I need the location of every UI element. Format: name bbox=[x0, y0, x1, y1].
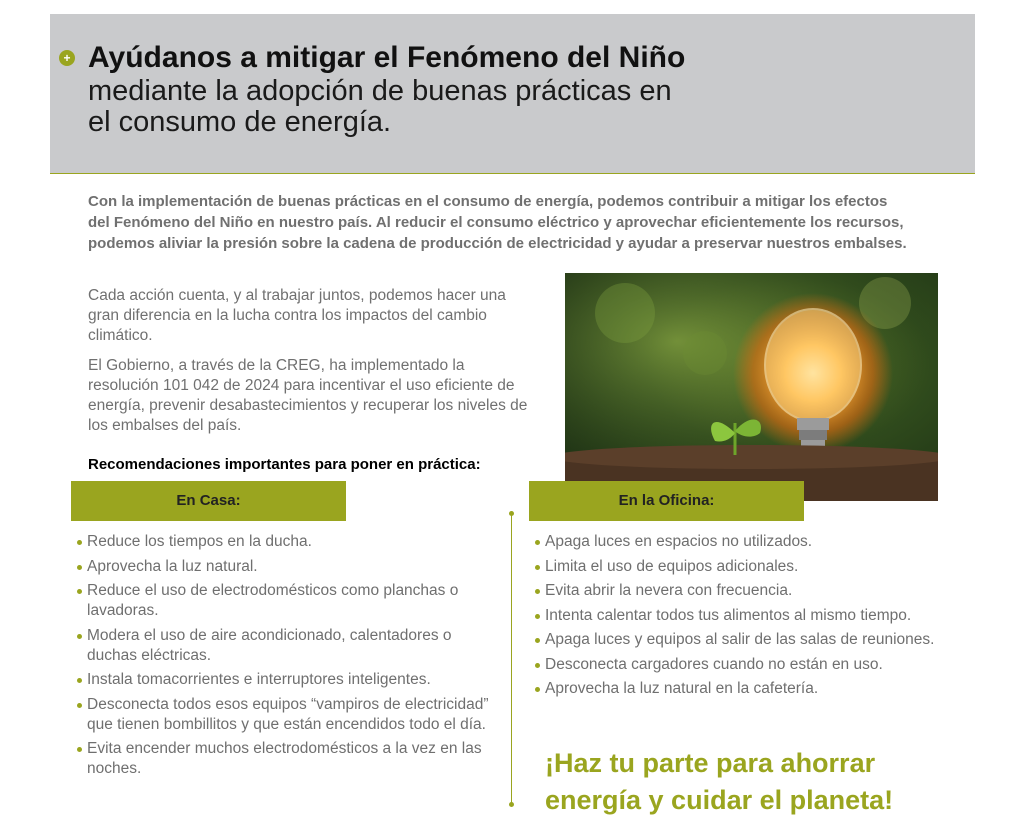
office-recommendations-list bbox=[533, 532, 953, 704]
list-item: Desconecta todos esos equipos “vampiros de electricidad” que tienen bombillitos y que están encendidos todo el día. bbox=[75, 695, 495, 735]
list-item: Evita abrir la nevera con frecuencia. bbox=[533, 581, 953, 601]
list-item: Apaga luces y equipos al salir de las salas de reuniones. bbox=[533, 630, 953, 650]
cta-line-2: energía y cuidar el planeta! bbox=[545, 785, 894, 815]
title-line-1: mediante la adopción de buenas prácticas en bbox=[88, 75, 672, 107]
bullet-icon bbox=[77, 634, 82, 639]
lightbulb-plant-photo bbox=[565, 273, 938, 501]
recommendations-title: Recomendaciones importantes para poner en práctica: bbox=[88, 456, 481, 473]
tab-home: En Casa: bbox=[71, 481, 346, 521]
divider-dot-bottom bbox=[509, 802, 514, 807]
bullet-icon bbox=[77, 703, 82, 708]
bullet-icon bbox=[77, 678, 82, 683]
list-item: Modera el uso de aire acondicionado, calentadores o duchas eléctricas. bbox=[75, 626, 495, 666]
bullet-icon bbox=[77, 747, 82, 752]
paragraph-government: El Gobierno, a través de la CREG, ha implementado la resolución 101 042 de 2024 para incentivar el uso eficiente de energía, prevenir desabastecimientos y recuperar los niveles de los embalses del país. bbox=[88, 357, 528, 434]
list-item: Reduce el uso de electrodomésticos como planchas o lavadoras. bbox=[75, 581, 495, 621]
tab-office: En la Oficina: bbox=[529, 481, 804, 521]
plus-circle-icon: + bbox=[59, 50, 75, 66]
bullet-icon bbox=[77, 565, 82, 570]
list-item: Evita encender muchos electrodomésticos a la vez en las noches. bbox=[75, 739, 495, 779]
bullet-icon bbox=[535, 687, 540, 692]
bullet-icon bbox=[77, 540, 82, 545]
bullet-icon bbox=[535, 589, 540, 594]
list-item: Limita el uso de equipos adicionales. bbox=[533, 557, 953, 577]
list-item: Reduce los tiempos en la ducha. bbox=[75, 532, 495, 552]
bullet-icon bbox=[77, 589, 82, 594]
list-item: Instala tomacorrientes e interruptores inteligentes. bbox=[75, 670, 495, 690]
page-title bbox=[88, 40, 808, 138]
paragraph-action: Cada acción cuenta, y al trabajar juntos, podemos hacer una gran diferencia en la lucha contra los impactos del cambio climático. bbox=[88, 287, 506, 344]
home-recommendations-list bbox=[75, 532, 495, 784]
title-line-2: el consumo de energía. bbox=[88, 106, 392, 138]
call-to-action bbox=[545, 745, 965, 819]
list-item: Aprovecha la luz natural en la cafetería. bbox=[533, 679, 953, 699]
list-item: Intenta calentar todos tus alimentos al mismo tiempo. bbox=[533, 606, 953, 626]
list-item: Aprovecha la luz natural. bbox=[75, 557, 495, 577]
bullet-icon bbox=[535, 638, 540, 643]
bullet-icon bbox=[535, 614, 540, 619]
column-divider bbox=[511, 513, 512, 806]
bullet-icon bbox=[535, 663, 540, 668]
list-item: Desconecta cargadores cuando no están en uso. bbox=[533, 655, 953, 675]
bullet-icon bbox=[535, 565, 540, 570]
list-item: Apaga luces en espacios no utilizados. bbox=[533, 532, 953, 552]
cta-line-1: ¡Haz tu parte para ahorrar bbox=[545, 748, 876, 778]
bullet-icon bbox=[535, 540, 540, 545]
intro-paragraph: Con la implementación de buenas prácticas en el consumo de energía, podemos contribuir a mitigar los efectos del Fenómeno del Niño en nuestro país. Al reducir el consumo eléctrico y aprovechar eficientemente los recursos, podemos aliviar la presión sobre la cadena de producción de electricidad y ayudar a preservar nuestros embalses. bbox=[88, 193, 907, 252]
title-bold: Ayúdanos a mitigar el Fenómeno del Niño bbox=[88, 41, 686, 74]
